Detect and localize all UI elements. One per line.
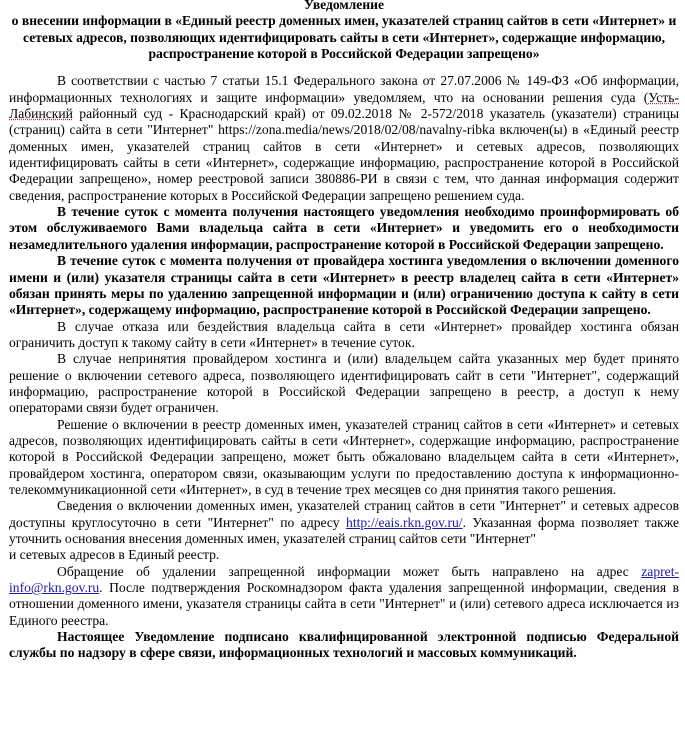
document-subtitle: о внесении информации в «Единый реестр доменных имен, указателей страниц сайтов в сети «Интернет» и сетевых адресов, позволяющих идентифицировать сайты в сети «Интернет», содержащие информацию, распространение которой в Российской Федерации запрещено» (11, 13, 677, 62)
paragraph-signature-note: Настоящее Уведомление подписано квалифицированной электронной подписью Федеральной службы по надзору в сфере связи, информационных технологий и массовых коммуникаций. (9, 629, 679, 661)
paragraph-inform-owner: В течение суток с момента получения настоящего уведомления необходимо проинформировать об этом обслуживаемого Вами владельца сайта в сети «Интернет» и уведомить его о необходимости незамедлительного удаления информации, распространение которой в Российской Федерации запрещено. (9, 204, 679, 252)
email-link[interactable]: zapret-info@rkn.gov.ru (9, 563, 679, 596)
paragraph-network-address: В случае непринятия провайдером хостинга и (или) владельцем сайта указанных мер будет принято решение о включении сетевого адреса, позволяющего идентифицировать сайт в сети "Интернет", содержащий информацию, распространение которой в Российской Федерации запрещено в реестр, а доступ к нему операторами связи будет ограничен. (9, 351, 679, 416)
paragraph-appeal: Решение о включении в реестр доменных имен, указателей страниц сайтов в сети «Интернет» и сетевых адресов, позволяющих идентифицировать сайты в сети «Интернет», содержащие информацию, распространение которой в Российской Федерации запрещено, может быть обжаловано владельцем сайта в сети «Интернет», провайдером хостинга, оператором связи, оказывающим услуги по предоставлению доступа к информационно-телекоммуникационной сети «Интернет», в суд в течение трех месяцев со дня принятия такого решения. (9, 416, 679, 497)
paragraph-text: Обращение об удалении запрещенной информации может быть направлено на адрес (57, 563, 642, 579)
document-title: Уведомление (303, 0, 385, 12)
paragraph-text: Сведения о включении доменных имен, указателей страниц сайтов в сети "Интернет" и сетевых адресов доступны круглосуточно в сети "Интернет" по адресу (9, 498, 679, 530)
registry-link[interactable]: http://eais.rkn.gov.ru/ (346, 514, 463, 530)
paragraph-removal-request (9, 564, 679, 629)
paragraph-text: . После подтверждения Роскомнадзором факта удаления запрещенной информации, сведения в отношении доменного имени, указателя страницы сайта в сети "Интернет" и (или) сетевого адреса исключается из Единого реестра. (9, 580, 679, 628)
paragraph-registry-info (9, 498, 679, 547)
paragraph-registry-info-continuation: и сетевых адресов в Единый реестр. (9, 547, 220, 563)
paragraph-owner-obligation: В течение суток с момента получения от провайдера хостинга уведомления о включении доменного имени и (или) указателя страницы сайта в сети «Интернет» в реестр владелец сайта в сети «Интернет» обязан принять меры по удалению запрещенной информации и (или) ограничению доступа к сайту в сети «Интернет», содержащему информацию, распространение которой в Российской Федерации запрещено. (9, 253, 679, 318)
paragraph-text: В соответствии с частью 7 статьи 15.1 Федерального закона от 27.07.2006 № 149-ФЗ «Об информации, информационных технологиях и защите информации» уведомляем, что на основании решения суда ( (9, 73, 679, 105)
paragraph-text: . Указанная форма позволяет также уточнить основания внесения доменных имен, указателей страниц сайтов сети "Интернет" (9, 514, 680, 546)
paragraph-text: районный суд - Краснодарский край) от 09.02.2018 № 2-572/2018 указатель (указатели) страницы (страниц) сайта в сети "Интернет" https://zona.media/news/2018/02/08/navalny-ribka включен(ы) в «Единый реестр доменных имен, указателей страниц сайтов в сети «Интернет» и сетевых адресов, позволяющих идентифицировать сайты в сети «Интернет», содержащие информацию, распространение которой в Российской Федерации запрещено», номер реестровой записи 380886-РИ в связи с тем, что данная информация содержит сведения, распространение которых в Российской Федерации запрещено решением суда. (9, 106, 679, 203)
court-name: Усть-Лабинский (9, 89, 679, 122)
paragraph-legal-basis (9, 73, 679, 204)
paragraph-hosting-restriction: В случае отказа или бездействия владельца сайта в сети «Интернет» провайдер хостинга обязан ограничить доступ к такому сайту в сети «Интернет» в течение суток. (9, 318, 679, 350)
